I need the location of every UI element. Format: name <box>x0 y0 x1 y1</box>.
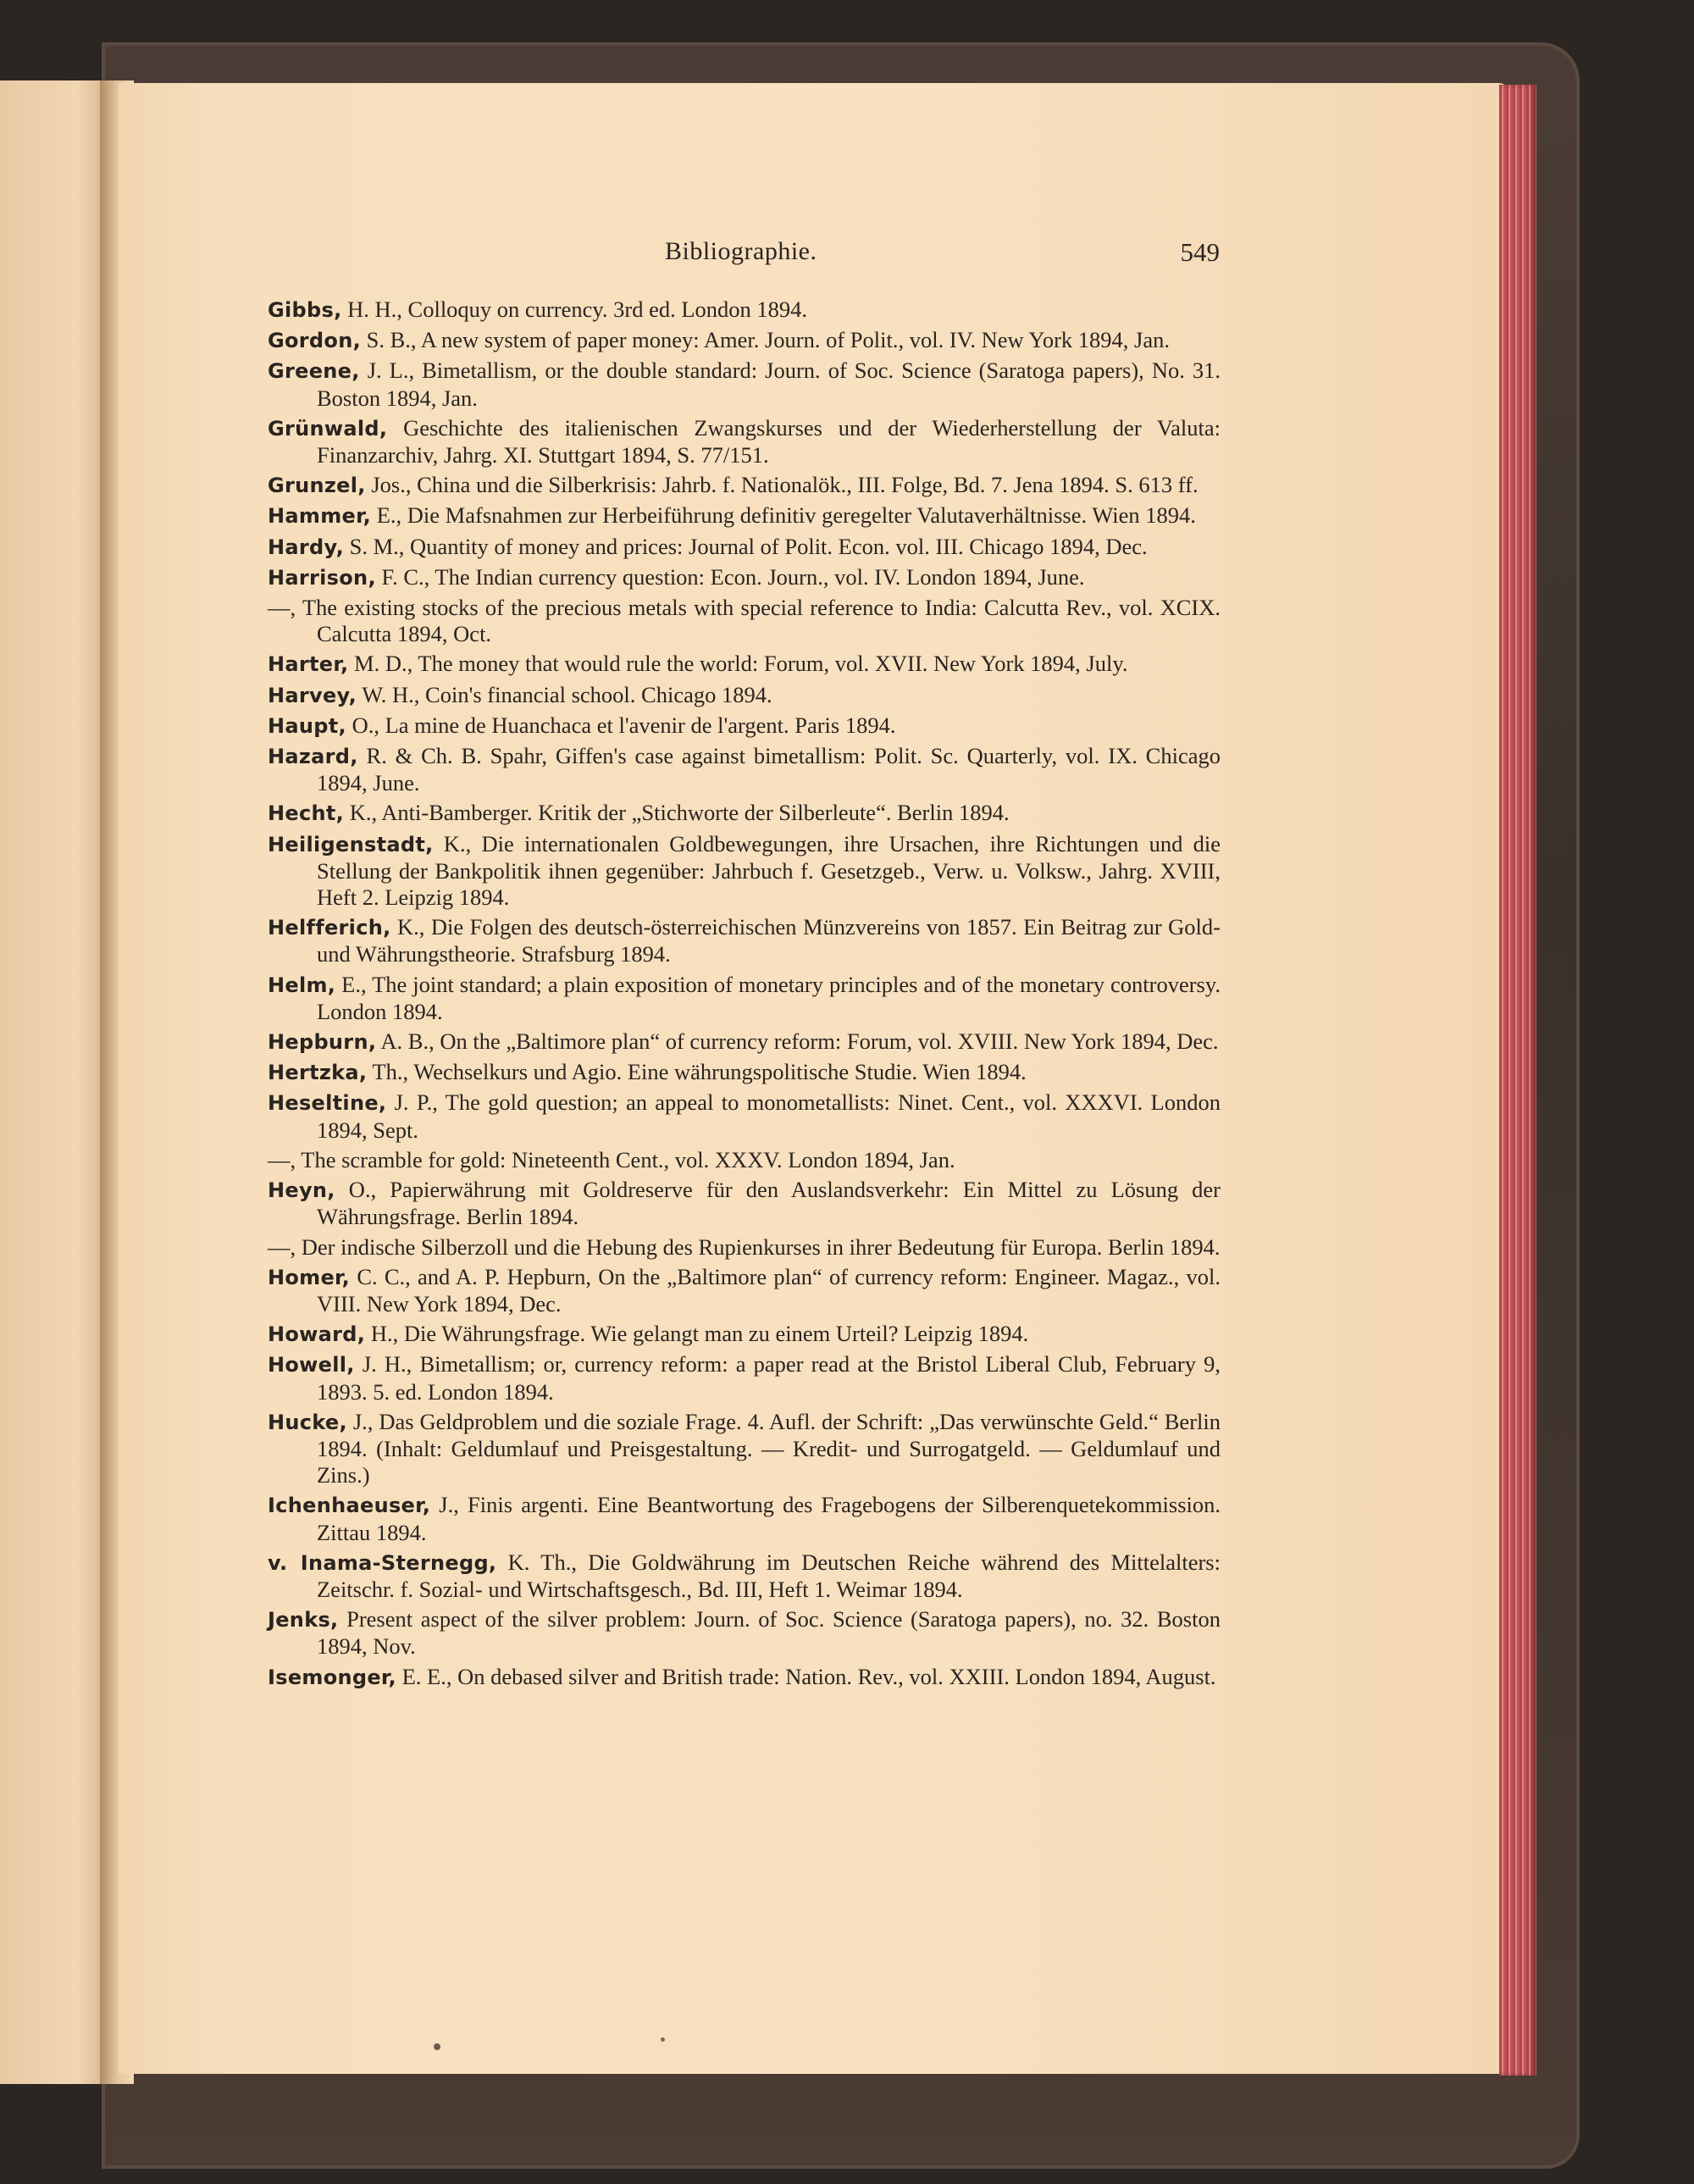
entry-author: Grünwald, <box>268 416 388 441</box>
entry-author: Hardy, <box>268 535 344 559</box>
bibliography-entry <box>268 534 1221 561</box>
bibliography-entry <box>268 297 1221 324</box>
entry-text: O., La mine de Huanchaca et l'avenir de l'argent. Paris 1894. <box>346 712 896 738</box>
entry-text: R. & Ch. B. Spahr, Giffen's case against bimetallism: Polit. Sc. Quarterly, vol. IX. Chicago 1894, June. <box>317 743 1221 796</box>
bibliography-entry <box>268 472 1221 499</box>
running-title: Bibliographie. <box>665 237 817 265</box>
entry-text: C. C., and A. P. Hepburn, On the „Baltimore plan“ of currency reform: Engineer. Magaz., vol. VIII. New York 1894, Dec. <box>317 1263 1221 1316</box>
entry-author: Heiligenstadt, <box>268 832 434 856</box>
entry-text: —, The scramble for gold: Nineteenth Cent., vol. XXXV. London 1894, Jan. <box>268 1146 955 1172</box>
bibliography-entry <box>268 1234 1221 1261</box>
entry-text: J. P., The gold question; an appeal to monometallists: Ninet. Cent., vol. XXXVI. London 1894, Sept. <box>317 1089 1221 1143</box>
bibliography-entry <box>268 327 1221 354</box>
entry-text: E., The joint standard; a plain exposition of monetary principles and of the monetary controversy. London 1894. <box>317 971 1221 1024</box>
bibliography-entry <box>268 1351 1221 1405</box>
entry-author: Haupt, <box>268 713 346 738</box>
entry-author: Jenks, <box>268 1608 339 1632</box>
entry-author: Helm, <box>268 973 336 997</box>
bibliography-entry <box>268 564 1221 591</box>
entry-text: K. Th., Die Goldwährung im Deutschen Reiche während des Mittelalters: Zeitschr. f. Sozial- und Wirtschaftsgesch., Bd. III, Heft 1. Weimar 1894. <box>317 1549 1221 1602</box>
entry-text: E., Die Mafsnahmen zur Herbeiführung definitiv geregelter Valutaverhältnisse. Wien 1894. <box>371 502 1196 529</box>
entry-text: J. H., Bimetallism; or, currency reform: a paper read at the Bristol Liberal Club, February 9, 1893. 5. ed. London 1894. <box>317 1351 1221 1405</box>
entry-author: Greene, <box>268 359 360 384</box>
entry-author: Howell, <box>268 1353 355 1377</box>
bibliography-entry <box>268 1409 1221 1489</box>
entry-text: H. H., Colloquy on currency. 3rd ed. London 1894. <box>341 297 808 322</box>
entry-text: J. L., Bimetallism, or the double standard: Journ. of Soc. Science (Saratoga papers), No. 31. Boston 1894, Jan. <box>317 358 1221 411</box>
entry-text: M. D., The money that would rule the world: Forum, vol. XVII. New York 1894, July. <box>348 651 1128 677</box>
bibliography-entry <box>268 651 1221 678</box>
entry-author: Gibbs, <box>268 298 342 322</box>
entry-author: Helfferich, <box>268 916 391 940</box>
entry-text: K., Die Folgen des deutsch-österreichischen Münzvereins von 1857. Ein Beitrag zur Gold- und Währungstheorie. Strafsburg 1894. <box>317 914 1221 967</box>
entry-text: K., Die internationalen Goldbewegungen, ihre Ursachen, ihre Richtungen und die Stellung der Bankpolitik ihnen gegenüber: Jahrbuch f. Gesetzgeb., Verw. u. Volksw., Jahrg. XVIII, Heft 2. Leipzig 1894. <box>317 830 1221 911</box>
bibliography-entry <box>268 502 1221 529</box>
entry-author: Harvey, <box>268 683 357 707</box>
entry-author: Ichenhaeuser, <box>268 1494 431 1518</box>
entry-text: H., Die Währungsfrage. Wie gelangt man zu einem Urteil? Leipzig 1894. <box>365 1321 1029 1347</box>
entry-text: W. H., Coin's financial school. Chicago 1894. <box>357 681 772 707</box>
bibliography-entry <box>268 1177 1221 1230</box>
entry-author: Heyn, <box>268 1178 335 1203</box>
entry-author: Hertzka, <box>268 1061 368 1085</box>
entry-author: Harrison, <box>268 565 376 590</box>
entry-text: K., Anti-Bamberger. Kritik der „Stichworte der Silberleute“. Berlin 1894. <box>344 800 1010 826</box>
entry-author: Hepburn, <box>268 1030 377 1055</box>
ink-speck <box>434 2043 440 2050</box>
entry-author: Isemonger, <box>268 1665 396 1689</box>
entry-text: J., Das Geldproblem und die soziale Frage. 4. Aufl. der Schrift: „Das verwünschte Geld.“ Berlin 1894. (Inhalt: Geldumlauf und Preisgestaltung. — Kredit- und Surrogatgeld. — Geldumlauf und Zins.) <box>317 1408 1221 1488</box>
bibliography-entry <box>268 972 1221 1025</box>
entry-text: O., Papierwährung mit Goldreserve für den Auslandsverkehr: Ein Mittel zu Lösung der Währungsfrage. Berlin 1894. <box>317 1177 1221 1230</box>
page-edge-red <box>1499 85 1536 2076</box>
entry-text: F. C., The Indian currency question: Econ. Journ., vol. IV. London 1894, June. <box>375 563 1085 590</box>
entry-text: S. M., Quantity of money and prices: Journal of Polit. Econ. vol. III. Chicago 1894, Dec. <box>344 533 1148 559</box>
entry-text: Th., Wechselkurs und Agio. Eine währungspolitische Studie. Wien 1894. <box>367 1059 1027 1085</box>
bibliography-entry <box>268 1664 1221 1691</box>
bibliography-list <box>268 297 1221 1694</box>
bibliography-entry <box>268 743 1221 796</box>
bibliography-entry <box>268 712 1221 740</box>
entry-text: Present aspect of the silver problem: Journ. of Soc. Science (Saratoga papers), no. 32. Boston 1894, Nov. <box>317 1606 1221 1660</box>
bibliography-entry <box>268 800 1221 827</box>
page-header <box>665 237 1220 271</box>
bibliography-entry <box>268 1606 1221 1660</box>
entry-text: Geschichte des italienischen Zwangskurses und der Wiederherstellung der Valuta: Finanzarchiv, Jahrg. XI. Stuttgart 1894, S. 77/151. <box>317 414 1221 468</box>
entry-text: J., Finis argenti. Eine Beantwortung des Fragebogens der Silberenquetekommission. Zittau 1894. <box>317 1492 1221 1545</box>
bibliography-entry <box>268 1089 1221 1143</box>
bibliography-entry <box>268 595 1221 647</box>
entry-author: Homer, <box>268 1265 351 1289</box>
bibliography-entry <box>268 1492 1221 1545</box>
bibliography-entry <box>268 682 1221 709</box>
bibliography-entry <box>268 1059 1221 1086</box>
entry-author: Hecht, <box>268 801 345 826</box>
bibliography-entry <box>268 1147 1221 1173</box>
entry-text: —, Der indische Silberzoll und die Hebung des Rupienkurses in ihrer Bedeutung für Europa. Berlin 1894. <box>268 1233 1221 1260</box>
entry-author: Heseltine, <box>268 1091 387 1116</box>
entry-text: S. B., A new system of paper money: Amer. Journ. of Polit., vol. IV. New York 1894, Jan. <box>361 327 1170 353</box>
entry-text: A. B., On the „Baltimore plan“ of currency reform: Forum, vol. XVIII. New York 1894, Dec. <box>376 1028 1219 1055</box>
entry-author: Gordon, <box>268 329 361 353</box>
bibliography-entry <box>268 914 1221 967</box>
bibliography-entry <box>268 1321 1221 1348</box>
entry-author: Hucke, <box>268 1410 347 1434</box>
bibliography-entry <box>268 831 1221 912</box>
bibliography-entry <box>268 1028 1221 1056</box>
bibliography-entry <box>268 358 1221 411</box>
entry-text: Jos., China und die Silberkrisis: Jahrb. f. Nationalök., III. Folge, Bd. 7. Jena 1894. S. 613 ff. <box>365 472 1199 498</box>
ink-speck <box>661 2037 665 2042</box>
bibliography-entry <box>268 415 1221 468</box>
entry-author: Harter, <box>268 652 349 677</box>
entry-author: Hazard, <box>268 745 358 769</box>
entry-text: E. E., On debased silver and British trade: Nation. Rev., vol. XXIII. London 1894, August. <box>396 1663 1216 1689</box>
entry-text: —, The existing stocks of the precious metals with special reference to India: Calcutta Rev., vol. XCIX. Calcutta 1894, Oct. <box>268 595 1221 647</box>
bibliography-entry <box>268 1549 1221 1603</box>
entry-author: Hammer, <box>268 504 372 529</box>
entry-author: v. Inama-Sternegg, <box>268 1550 497 1575</box>
bibliography-entry <box>268 1264 1221 1317</box>
page-number: 549 <box>1180 237 1220 267</box>
entry-author: Grunzel, <box>268 474 366 498</box>
entry-author: Howard, <box>268 1322 366 1347</box>
